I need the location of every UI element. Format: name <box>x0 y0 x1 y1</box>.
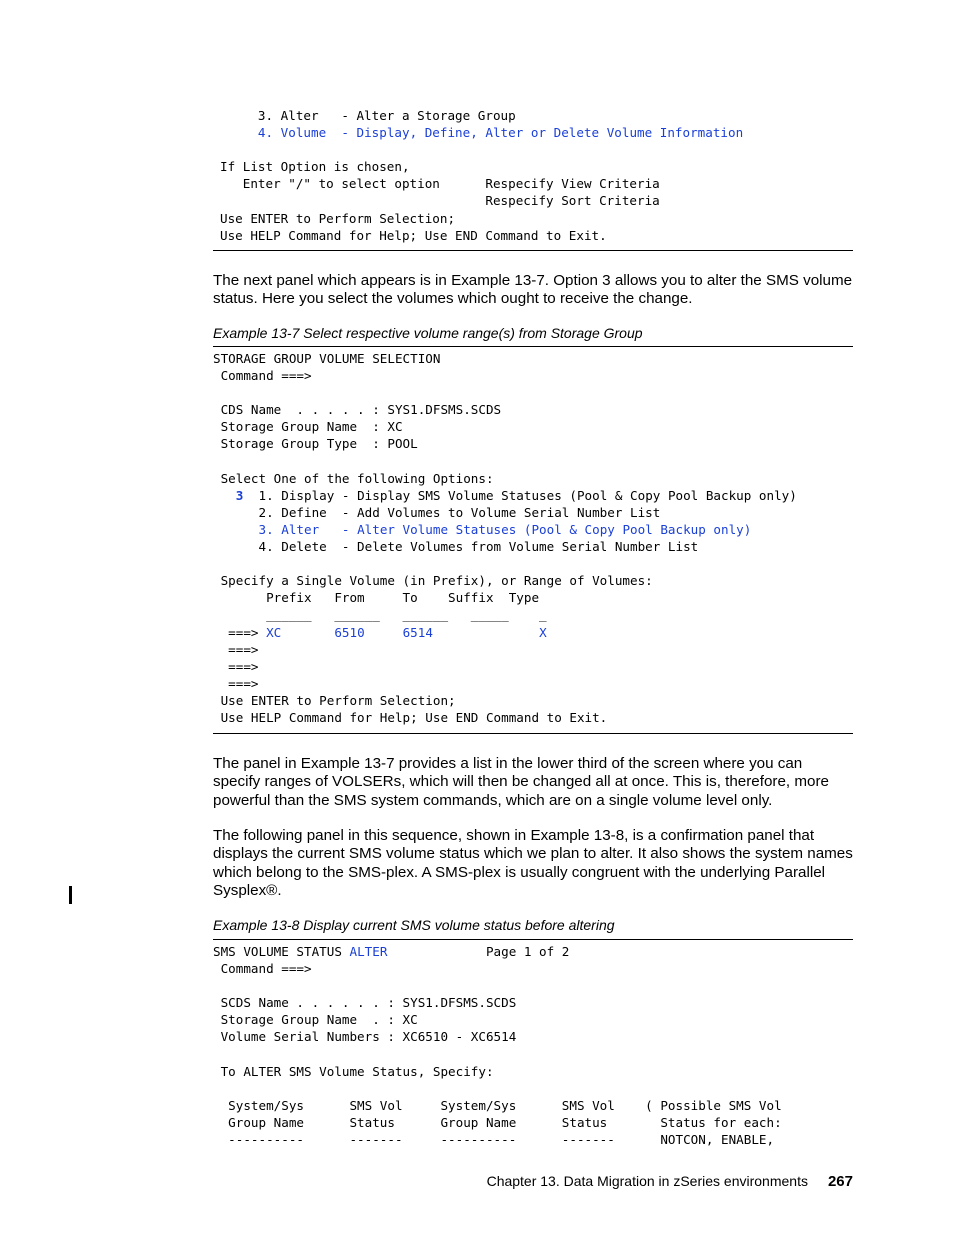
listing-text: Storage Group Type : POOL <box>213 436 418 452</box>
listing-line <box>213 521 954 538</box>
top-screen-bottom-rule <box>213 250 853 251</box>
listing-line <box>220 227 954 244</box>
listing-line <box>213 1046 954 1063</box>
listing-line <box>213 994 954 1011</box>
highlighted-text: 3 <box>235 487 244 503</box>
paragraph-3: The following panel in this sequence, shown in Example 13-8, is a confirmation panel that displays the current SMS volume status which we plan to alter. It also shows the system names which belong to the SMS-plex. A SMS-plex is usually congruent with the underlying Parallel Sysplex®. <box>213 827 853 900</box>
listing-line <box>220 107 954 124</box>
listing-line <box>213 504 954 521</box>
listing-line <box>213 1097 954 1114</box>
top-screen-listing <box>0 107 954 244</box>
listing-line <box>213 555 954 572</box>
listing-line <box>213 350 954 367</box>
listing-text <box>365 625 403 640</box>
listing-line <box>213 435 954 452</box>
listing-line <box>220 158 954 175</box>
listing-line <box>213 1063 954 1080</box>
listing-line <box>213 367 954 384</box>
listing-text: To ALTER SMS Volume Status, Specify: <box>213 1063 494 1079</box>
listing-line <box>213 1011 954 1028</box>
listing-text: Specify a Single Volume (in Prefix), or Range of Volumes: <box>213 573 653 589</box>
change-bar <box>69 886 72 904</box>
listing-line <box>213 641 954 658</box>
listing-text: Prefix From To Suffix Type <box>213 590 540 606</box>
listing-line <box>213 1028 954 1045</box>
paragraph-2: The panel in Example 13-7 provides a list in the lower third of the screen where you can specify ranges of VOLSERs, which will then be changed all at once. This is, therefore, more powerful than the SMS system commands, which are on a single volume level only. <box>213 755 829 809</box>
listing-line <box>213 384 954 401</box>
listing-line <box>213 692 954 709</box>
listing-text: ===> <box>213 658 259 674</box>
listing-text: ===> <box>213 675 259 691</box>
listing-text: ______ ______ ______ _____ _ <box>213 607 547 623</box>
listing-line <box>213 977 954 994</box>
highlighted-text: XC <box>266 624 282 640</box>
listing-line <box>213 675 954 692</box>
listing-text: ---------- ------- ---------- ------- NOTCON, ENABLE, <box>213 1132 775 1148</box>
listing-line <box>213 1114 954 1131</box>
highlighted-text: 6510 <box>334 624 365 640</box>
listing-line <box>213 943 954 960</box>
example-13-7-listing <box>0 350 954 726</box>
example-13-7-caption: Example 13-7 Select respective volume range(s) from Storage Group <box>213 325 643 341</box>
listing-text: CDS Name . . . . . : SYS1.DFSMS.SCDS <box>213 402 502 418</box>
listing-text: System/Sys SMS Vol System/Sys SMS Vol ( Possible SMS Vol <box>213 1097 782 1113</box>
highlighted-text: 3. Alter - Alter Volume Statuses (Pool & Copy Pool Backup only) <box>258 521 752 537</box>
listing-text: Command ===> <box>213 961 312 977</box>
listing-text: SCDS Name . . . . . . : SYS1.DFSMS.SCDS <box>213 995 517 1011</box>
listing-line <box>213 487 954 504</box>
listing-line <box>213 401 954 418</box>
listing-text: If List Option is chosen, <box>220 159 410 175</box>
listing-text: Select One of the following Options: <box>213 470 494 486</box>
listing-text: Use ENTER to Perform Selection; <box>213 692 456 708</box>
highlighted-text: 6514 <box>402 624 433 640</box>
listing-line <box>213 470 954 487</box>
listing-line <box>220 141 954 158</box>
listing-line <box>213 960 954 977</box>
listing-text: Volume Serial Numbers : XC6510 - XC6514 <box>213 1029 517 1045</box>
listing-text: Use HELP Command for Help; Use END Command to Exit. <box>220 227 607 243</box>
listing-text: Page 1 of 2 <box>387 944 570 959</box>
listing-line <box>213 572 954 589</box>
listing-text: 1. Display - Display SMS Volume Statuses (Pool & Copy Pool Backup only) <box>243 487 797 503</box>
listing-line <box>213 606 954 623</box>
listing-line <box>213 658 954 675</box>
listing-text <box>220 125 258 140</box>
listing-line <box>213 1080 954 1097</box>
example-13-7-top-rule <box>213 346 853 347</box>
listing-line <box>220 175 954 192</box>
example-13-8-top-rule <box>213 939 853 940</box>
listing-line <box>213 418 954 435</box>
listing-text: STORAGE GROUP VOLUME SELECTION <box>213 351 441 366</box>
example-13-8-listing <box>0 943 954 1148</box>
listing-line <box>220 124 954 141</box>
listing-text: 3. Alter - Alter a Storage Group <box>220 108 516 123</box>
listing-text: Use ENTER to Perform Selection; <box>220 210 456 226</box>
listing-line <box>213 538 954 555</box>
page-number: 267 <box>827 1173 853 1190</box>
listing-line <box>213 624 954 641</box>
listing-text: Group Name Status Group Name Status Status for each: <box>213 1114 782 1130</box>
listing-text: SMS VOLUME STATUS <box>213 944 350 959</box>
page-footer <box>0 1173 853 1190</box>
listing-line <box>213 709 954 726</box>
highlighted-text: 4. Volume - Display, Define, Alter or Delete Volume Information <box>257 125 744 141</box>
highlighted-text: X <box>539 624 547 640</box>
example-13-7-bottom-rule <box>213 733 853 734</box>
listing-text: ===> <box>213 624 267 640</box>
listing-line <box>213 453 954 470</box>
footer-chapter-title: Chapter 13. Data Migration in zSeries environments <box>486 1173 808 1189</box>
listing-text: Enter "/" to select option Respecify View Criteria <box>220 176 660 192</box>
listing-line <box>220 192 954 209</box>
listing-text <box>213 522 259 537</box>
listing-text <box>281 625 334 640</box>
listing-text: ===> <box>213 641 259 657</box>
listing-text: Storage Group Name : XC <box>213 419 403 435</box>
listing-line <box>213 1131 954 1148</box>
listing-line <box>213 589 954 606</box>
listing-text: Respecify Sort Criteria <box>220 193 660 209</box>
listing-text <box>433 625 539 640</box>
listing-text <box>213 488 236 503</box>
listing-text: Use HELP Command for Help; Use END Command to Exit. <box>213 709 608 725</box>
listing-text: Command ===> <box>213 368 312 384</box>
paragraph-1: The next panel which appears is in Example 13-7. Option 3 allows you to alter the SMS volume status. Here you select the volumes which ought to receive the change. <box>213 272 853 308</box>
listing-text: 2. Define - Add Volumes to Volume Serial Number List <box>213 504 661 520</box>
example-13-8-caption: Example 13-8 Display current SMS volume status before altering <box>213 917 615 933</box>
listing-text: Storage Group Name . : XC <box>213 1012 418 1028</box>
listing-text: 4. Delete - Delete Volumes from Volume Serial Number List <box>213 539 699 555</box>
listing-line <box>220 210 954 227</box>
highlighted-text: ALTER <box>349 944 388 959</box>
